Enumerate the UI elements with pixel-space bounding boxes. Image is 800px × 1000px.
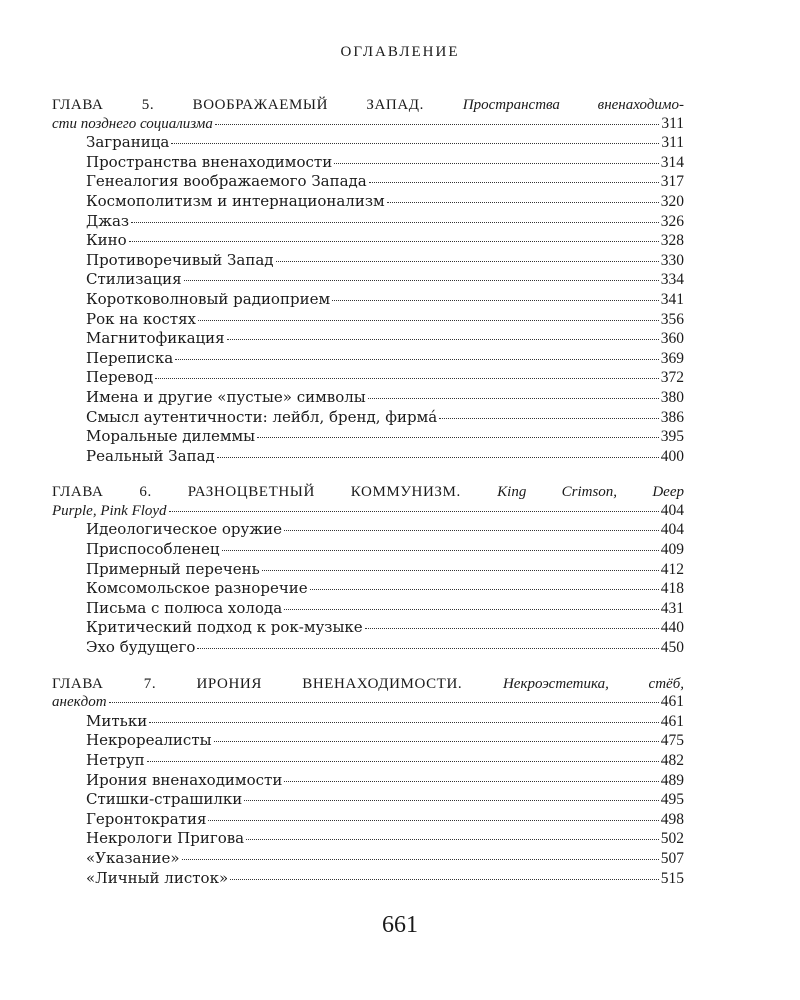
toc-entry[interactable] <box>52 810 684 830</box>
toc-entry[interactable] <box>52 751 684 771</box>
entry-title: Стилизация <box>86 270 182 289</box>
dot-leader <box>222 550 659 551</box>
page-number: 400 <box>660 447 684 465</box>
dot-leader <box>182 859 659 860</box>
dot-leader <box>310 589 659 590</box>
chapter-title-line-2 <box>52 502 684 521</box>
dot-leader <box>214 741 659 742</box>
dot-leader <box>155 378 659 379</box>
entry-title: Критический подход к рок-музыке <box>86 618 363 637</box>
entry-title: Генеалогия воображаемого Запада <box>86 172 367 191</box>
entry-title: Смысл аутентичности: лейбл, бренд, фирмá <box>86 407 438 426</box>
toc-entry[interactable] <box>52 192 684 212</box>
dot-leader <box>230 879 659 880</box>
page-number-footer: 661 <box>382 912 418 938</box>
chapter-heading[interactable] <box>52 95 684 133</box>
dot-leader <box>215 124 659 125</box>
page-number: 320 <box>660 192 684 210</box>
chapter-subtitle-cont: анекдот <box>52 694 107 711</box>
page-number: 369 <box>660 349 684 367</box>
page-number: 356 <box>660 310 684 328</box>
page-number: 311 <box>661 114 684 132</box>
dot-leader <box>171 143 659 144</box>
dot-leader <box>334 163 659 164</box>
toc-entry[interactable] <box>52 212 684 232</box>
entry-title: Моральные дилеммы <box>86 427 256 446</box>
chapter-title-line-2 <box>52 693 684 712</box>
toc-entry[interactable] <box>52 388 684 408</box>
entry-title: Нетруп <box>86 751 145 769</box>
toc-entry[interactable] <box>52 408 684 428</box>
page-number: 386 <box>660 408 684 426</box>
entry-title: Стишки-страшилки <box>86 790 243 809</box>
toc-entry[interactable] <box>52 599 684 619</box>
chapter-label: ГЛАВА 5. ВООБРАЖАЕМЫЙ ЗАПАД. <box>52 97 424 113</box>
chapter-title-line-2 <box>52 115 684 134</box>
page-number: 404 <box>660 501 684 519</box>
entry-title: Примерный перечень <box>86 559 260 578</box>
dot-leader <box>175 359 659 360</box>
dot-leader <box>184 280 659 281</box>
page-number: 334 <box>660 271 684 289</box>
chapter-subtitle: Пространства вненаходимо- <box>462 97 684 113</box>
chapter-subtitle-cont: Purple, Pink Floyd <box>52 502 167 519</box>
dot-leader <box>284 609 659 610</box>
toc-entry[interactable] <box>52 771 684 791</box>
chapter-subtitle: Некроэстетика, стёб, <box>502 675 684 692</box>
dot-leader <box>244 800 659 801</box>
toc-entry[interactable] <box>52 790 684 810</box>
page-number: 475 <box>660 732 684 750</box>
toc-entry[interactable] <box>52 849 684 869</box>
toc-entry[interactable] <box>52 310 684 330</box>
toc-entry[interactable] <box>52 618 684 638</box>
entry-title: Митьки <box>86 711 148 730</box>
page-number: 409 <box>660 541 684 559</box>
dot-leader <box>131 222 659 223</box>
page-number: 507 <box>660 849 684 867</box>
dot-leader <box>284 530 659 531</box>
dot-leader <box>365 628 659 629</box>
chapter-5 <box>52 95 684 466</box>
entry-title: Эхо будущего <box>86 638 196 657</box>
dot-leader <box>387 202 659 203</box>
page-number: 372 <box>660 369 684 387</box>
toc-entry[interactable] <box>52 712 684 732</box>
dot-leader <box>197 648 658 649</box>
entry-title: Переписка <box>86 348 174 367</box>
toc-entry[interactable] <box>52 329 684 349</box>
entry-title: Ирония вненаходимости <box>86 770 283 789</box>
page-number: 317 <box>660 173 684 191</box>
entry-title: Коротковолновый радиоприем <box>86 289 331 308</box>
toc-entry[interactable] <box>52 153 684 173</box>
page-number: 450 <box>660 639 684 657</box>
entry-title: Некрореалисты <box>86 731 212 750</box>
entry-title: Имена и другие «пустые» символы <box>86 387 366 406</box>
toc-entry[interactable] <box>52 869 684 889</box>
toc-entry[interactable] <box>52 447 684 467</box>
toc-entry[interactable] <box>52 540 684 560</box>
toc-entry[interactable] <box>52 579 684 599</box>
entry-title: Реальный Запад <box>86 446 215 465</box>
entry-title: Идеологическое оружие <box>86 520 283 539</box>
entry-title: Геронтократия <box>86 809 207 828</box>
toc-entry[interactable] <box>52 349 684 369</box>
entry-title: «Указание» <box>86 848 180 867</box>
entry-title: Заграница <box>86 133 170 152</box>
entry-title: Комсомольское разноречие <box>86 579 308 598</box>
chapter-heading[interactable] <box>52 482 684 520</box>
dot-leader <box>208 820 658 821</box>
dot-leader <box>227 339 659 340</box>
dot-leader <box>246 839 659 840</box>
dot-leader <box>439 418 659 419</box>
dot-leader <box>332 300 659 301</box>
chapter-subtitle-cont: сти позднего социализма <box>52 115 213 132</box>
chapter-title-line-1 <box>52 482 684 502</box>
entry-title: Противоречивый Запад <box>86 250 274 269</box>
page-number: 328 <box>660 232 684 250</box>
page-number: 412 <box>660 560 684 578</box>
dot-leader <box>149 722 659 723</box>
dot-leader <box>129 241 659 242</box>
chapter-subtitle: King Crimson, Deep <box>497 484 684 501</box>
toc-entry[interactable] <box>52 427 684 447</box>
toc-entry[interactable] <box>52 172 684 192</box>
dot-leader <box>198 320 659 321</box>
entry-title: Некрологи Пригова <box>86 829 245 848</box>
entry-title: Пространства вненаходимости <box>86 152 333 171</box>
page-number: 380 <box>660 388 684 406</box>
chapter-6 <box>52 482 684 657</box>
dot-leader <box>369 182 659 183</box>
chapter-7 <box>52 674 684 889</box>
page-number: 495 <box>660 791 684 809</box>
toc-entry[interactable] <box>52 829 684 849</box>
entry-title: Рок на костях <box>86 309 197 328</box>
toc-entry[interactable] <box>52 290 684 310</box>
page-number: 418 <box>660 580 684 598</box>
dot-leader <box>147 761 659 762</box>
dot-leader <box>276 261 659 262</box>
page-number: 404 <box>660 521 684 539</box>
page-number: 395 <box>660 428 684 446</box>
chapter-label: ГЛАВА 6. РАЗНОЦВЕТНЫЙ КОММУНИЗМ. <box>52 484 461 501</box>
toc-entry[interactable] <box>52 731 684 751</box>
toc-entry[interactable] <box>52 251 684 271</box>
dot-leader <box>257 437 659 438</box>
page-number: 311 <box>661 134 684 152</box>
toc-entry[interactable] <box>52 368 684 388</box>
page-number: 502 <box>660 830 684 848</box>
chapter-title-line-1 <box>52 95 684 115</box>
entry-title: Космополитизм и интернационализм <box>86 191 385 210</box>
dot-leader <box>217 457 659 458</box>
entry-title: Перевод <box>86 368 154 387</box>
toc-entry[interactable] <box>52 638 684 658</box>
entry-title: Приспособленец <box>86 540 220 559</box>
page-number: 326 <box>660 212 684 230</box>
entry-title: Джаз <box>86 211 130 230</box>
chapter-label: ГЛАВА 7. ИРОНИЯ ВНЕНАХОДИМОСТИ. <box>52 675 463 692</box>
page-number: 341 <box>660 290 684 308</box>
entry-title: Магнитофикация <box>86 329 225 348</box>
page-number: 461 <box>660 712 684 730</box>
page-number: 330 <box>660 251 684 269</box>
entry-title: «Личный листок» <box>86 868 229 887</box>
dot-leader <box>169 511 659 512</box>
toc-entry[interactable] <box>52 520 684 540</box>
page-number: 360 <box>660 330 684 348</box>
page-number: 431 <box>660 599 684 617</box>
dot-leader <box>284 781 658 782</box>
table-of-contents <box>52 95 684 904</box>
running-header: ОГЛАВЛЕНИЕ <box>340 44 460 60</box>
toc-entry[interactable] <box>52 270 684 290</box>
dot-leader <box>262 570 659 571</box>
dot-leader <box>368 398 659 399</box>
dot-leader <box>109 702 659 703</box>
page-number: 314 <box>660 153 684 171</box>
page-number: 498 <box>660 810 684 828</box>
page-number: 515 <box>660 869 684 887</box>
entry-title: Письма с полюса холода <box>86 598 283 617</box>
page-number: 489 <box>660 771 684 789</box>
toc-entry[interactable] <box>52 133 684 153</box>
page-number: 482 <box>660 752 684 769</box>
toc-entry[interactable] <box>52 231 684 251</box>
entry-title: Кино <box>86 231 127 250</box>
toc-entry[interactable] <box>52 560 684 580</box>
chapter-title-line-1 <box>52 674 684 694</box>
page-number: 461 <box>660 693 684 711</box>
page-number: 440 <box>660 619 684 637</box>
chapter-heading[interactable] <box>52 674 684 712</box>
